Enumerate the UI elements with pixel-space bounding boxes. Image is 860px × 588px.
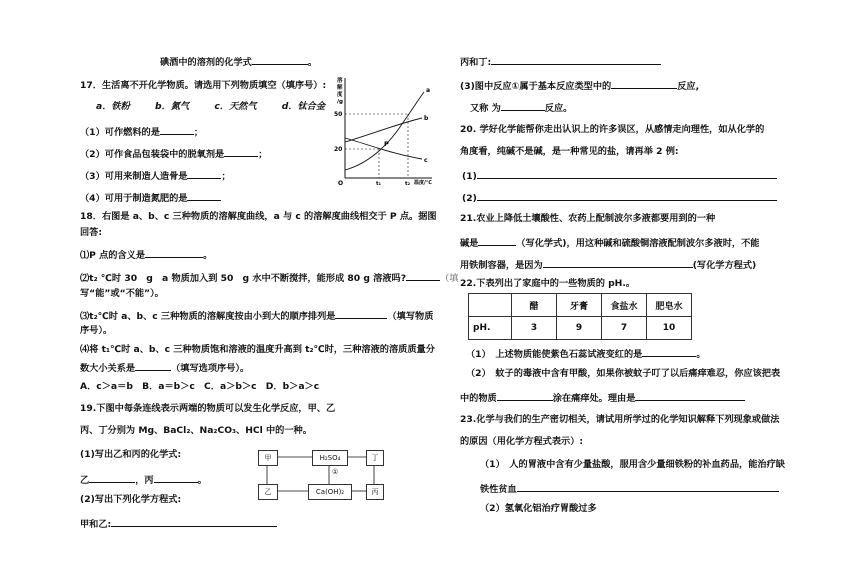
answer-blank[interactable] bbox=[135, 360, 171, 371]
iodine-solvent-line: 碘酒中的溶剂的化学式 。 bbox=[160, 54, 317, 69]
answer-blank[interactable] bbox=[477, 190, 777, 201]
ylabel-1: 溶 bbox=[337, 78, 343, 84]
answer-blank[interactable] bbox=[145, 247, 203, 258]
text: 甲和乙: bbox=[80, 519, 112, 530]
header-cell: 食盐水 bbox=[602, 294, 647, 317]
xtick-t2: t₂ bbox=[405, 181, 411, 187]
r-reaction-type bbox=[460, 78, 699, 93]
text: （1） 上述物质能使紫色石蕊试液变红的是 bbox=[466, 349, 643, 360]
answer-blank[interactable] bbox=[252, 54, 308, 65]
text: 丙和丁: bbox=[460, 57, 492, 68]
answer-blank[interactable] bbox=[517, 481, 779, 492]
answer-blank[interactable] bbox=[477, 168, 777, 179]
answer-blank[interactable] bbox=[187, 168, 221, 179]
text: 涂在痛痒处。理由是 bbox=[552, 393, 636, 404]
text: (写化学方程式) bbox=[692, 260, 757, 271]
node-ding: 丁 bbox=[366, 450, 384, 466]
node-bing: 丙 bbox=[366, 484, 384, 500]
value-cell: 10 bbox=[647, 317, 692, 340]
q18-2c: 写“能”或“不能”）。 bbox=[80, 288, 164, 299]
curve-label-a: a bbox=[426, 87, 431, 94]
question-18b: 回答: bbox=[80, 227, 103, 238]
answer-blank[interactable] bbox=[89, 472, 135, 483]
q19-2b bbox=[80, 516, 277, 531]
q17-options bbox=[96, 101, 325, 113]
q17-2: （2）可作食品包装袋中的脱氧剂是 ； bbox=[80, 146, 267, 161]
ytick-50: 50 bbox=[334, 111, 343, 118]
text: 数大小关系是 bbox=[80, 363, 136, 374]
xtick-t1: t₁ bbox=[376, 181, 382, 187]
text: (3)图中反应①属于基本反应类型中的 bbox=[460, 81, 612, 92]
q22-2a: （2） 蚊子的毒液中含有甲酸，如果你被蚊子叮了以后痛痒难忍，你应该把表 bbox=[466, 368, 781, 379]
q18-3c: 序号）。 bbox=[80, 325, 113, 336]
text: 碘酒中的溶剂的化学式 bbox=[160, 57, 252, 68]
text: （4）可用于制造氮肥的是 bbox=[80, 193, 188, 204]
answer-blank[interactable] bbox=[406, 270, 440, 281]
point-p-label: P bbox=[384, 140, 389, 148]
answer-blank[interactable] bbox=[154, 472, 198, 483]
question-18a: 18．右图是 a、b、c 三种物质的溶解度曲线，a 与 c 的溶解度曲线相交于 P 点。据图 bbox=[80, 211, 437, 222]
header-cell: 牙膏 bbox=[557, 294, 602, 317]
curve-a bbox=[345, 92, 424, 170]
answer-blank[interactable] bbox=[635, 390, 745, 401]
q17-1: （1）可作燃料的是 ； bbox=[80, 124, 203, 139]
ylabel-4: /g bbox=[337, 99, 343, 105]
text: （1）可作燃料的是 bbox=[80, 127, 160, 138]
q18-options: A．c＞a＝b B．a＝b＞c C．a＞b＞c D．b＞a＞c bbox=[80, 381, 320, 392]
ylabel-2: 解 bbox=[337, 85, 343, 91]
table-row bbox=[469, 317, 692, 340]
question-21c bbox=[460, 257, 756, 272]
q22-1 bbox=[466, 346, 706, 361]
answer-blank[interactable] bbox=[224, 146, 258, 157]
reaction-mark: ① bbox=[332, 468, 339, 476]
question-17: 17．生活离不开化学物质。请选用下列物质填空（填序号）: bbox=[80, 80, 327, 91]
answer-blank[interactable] bbox=[160, 124, 194, 135]
q17-4 bbox=[80, 190, 221, 205]
answer-blank[interactable] bbox=[491, 54, 661, 65]
text: ⑴P 点的含义是 bbox=[80, 250, 146, 261]
xlabel: 温度/℃ bbox=[414, 180, 432, 186]
header-cell bbox=[469, 294, 512, 317]
text: （填写物质 bbox=[387, 311, 434, 322]
question-19b: 丙、丁分别为 Mg、BaCl₂、Na₂CO₃、HCl 中的一种。 bbox=[80, 425, 312, 436]
curve-b bbox=[345, 118, 422, 142]
r-also-called bbox=[470, 100, 572, 115]
text: ⑶t₂℃时 a、b、c 三种物质的溶解度按由小到大的顺序排列是 bbox=[80, 311, 336, 322]
answer-blank[interactable] bbox=[501, 100, 545, 111]
node-h2so4: H₂SO₄ bbox=[312, 450, 348, 466]
question-21b bbox=[460, 235, 759, 250]
q18-4b bbox=[80, 360, 249, 375]
q17-3: （3）可用来制造人造骨是 ； bbox=[80, 168, 231, 183]
option-b: b．氮气 bbox=[154, 101, 190, 112]
row-label: pH. bbox=[469, 317, 512, 340]
text: 中的物质 bbox=[460, 393, 497, 404]
text: （3）可用来制造人造骨是 bbox=[80, 171, 188, 182]
ytick-20: 20 bbox=[334, 146, 343, 153]
q23-1b bbox=[480, 481, 779, 496]
curve-label-c: c bbox=[424, 157, 428, 164]
value-cell: 7 bbox=[602, 317, 647, 340]
text: （填 bbox=[440, 273, 459, 284]
q20-1 bbox=[462, 168, 777, 183]
text: 。 bbox=[197, 475, 207, 486]
question-23a: 23.化学与我们的生产密切相关，请试用所学过的化学知识解释下列现象或做法 bbox=[460, 414, 780, 425]
q19-1: (1)写出乙和丙的化学式: bbox=[80, 449, 182, 460]
answer-blank[interactable] bbox=[497, 390, 553, 401]
q18-3 bbox=[80, 308, 433, 323]
question-20a: 20. 学好化学能帮你走出认识上的许多误区，从感情走向理性，如从化学的 bbox=[460, 124, 765, 135]
option-c: c．天然气 bbox=[214, 101, 257, 112]
header-cell: 醋 bbox=[512, 294, 557, 317]
curve-label-b: b bbox=[424, 115, 429, 122]
node-jia: 甲 bbox=[258, 450, 278, 466]
text: 。 bbox=[696, 349, 706, 360]
answer-blank[interactable] bbox=[611, 78, 677, 89]
question-19a: 19.下图中每条连线表示两端的物质可以发生化学反应，甲、乙 bbox=[80, 403, 336, 414]
text: 用铁制容器，是因为 bbox=[460, 260, 543, 271]
text: 乙 bbox=[80, 475, 90, 486]
q18-1: ⑴P 点的含义是 。 bbox=[80, 247, 212, 262]
answer-blank[interactable] bbox=[187, 190, 221, 201]
r-bing-ding bbox=[460, 54, 661, 69]
origin-label: O bbox=[338, 180, 344, 187]
question-22: 22.下表列出了家庭中的一些物质的 pH.。 bbox=[460, 278, 636, 289]
text: 反应, bbox=[677, 81, 700, 92]
ph-table bbox=[468, 293, 692, 340]
reaction-diagram bbox=[256, 448, 386, 500]
text: (2) bbox=[462, 193, 477, 204]
question-21a: 21.农业上降低土壤酸性、农药上配制波尔多液都要用到的一种 bbox=[460, 213, 716, 224]
q19-1-answers bbox=[80, 472, 207, 487]
value-cell: 3 bbox=[512, 317, 557, 340]
node-yi: 乙 bbox=[258, 484, 278, 500]
text: ，丙 bbox=[135, 475, 154, 486]
option-d: d．钛合金 bbox=[281, 101, 326, 112]
text: (1) bbox=[462, 171, 477, 182]
option-a: a．铁粉 bbox=[96, 101, 130, 112]
node-caoh2: Ca(OH)₂ bbox=[308, 484, 352, 500]
answer-blank[interactable] bbox=[543, 257, 693, 268]
answer-blank[interactable] bbox=[478, 235, 516, 246]
text: 碱是 bbox=[460, 238, 479, 249]
q19-2: (2)写出下列化学方程式: bbox=[80, 494, 182, 505]
value-cell: 9 bbox=[557, 317, 602, 340]
answer-blank[interactable] bbox=[642, 346, 696, 357]
text: （写化学式)，用这种碱和硫酸铜溶液配制波尔多液时，不能 bbox=[516, 238, 760, 249]
answer-blank[interactable] bbox=[335, 308, 387, 319]
text: （2）可作食品包装袋中的脱氧剂是 bbox=[80, 149, 225, 160]
text: ⑵t₂ ℃时 30 g a 物质加入到 50 g 水中不断搅拌，能形成 80 g 溶液吗? bbox=[80, 273, 407, 284]
q20-2 bbox=[462, 190, 777, 205]
q22-2b bbox=[460, 390, 745, 405]
header-cell: 肥皂水 bbox=[647, 294, 692, 317]
solubility-chart bbox=[332, 72, 438, 190]
text: （填写选项序号）。 bbox=[171, 363, 250, 374]
q18-2 bbox=[80, 270, 458, 285]
text: 铁性贫血 bbox=[480, 484, 517, 495]
answer-blank[interactable] bbox=[111, 516, 277, 527]
ylabel-3: 度 bbox=[337, 92, 343, 98]
q18-4a: ⑷将 t₁℃时 a、b、c 三种物质饱和溶液的温度升高到 t₂℃时，三种溶液的溶质质量分 bbox=[80, 344, 435, 355]
text: 反应。 bbox=[544, 103, 573, 114]
table-row bbox=[469, 294, 692, 317]
text: 又称 为 bbox=[470, 103, 501, 114]
question-20b: 角度看，纯碱不是碱，是一种常见的盐，请再举 2 例: bbox=[460, 146, 679, 157]
q23-1a: （1） 人的胃液中含有少量盐酸，服用含少量细铁粉的补血药品，能治疗缺 bbox=[480, 459, 785, 470]
q23-2: （2）氢氧化铝治疗胃酸过多 bbox=[480, 503, 597, 514]
question-23b: 的原因（用化学方程式表示）: bbox=[460, 436, 584, 447]
